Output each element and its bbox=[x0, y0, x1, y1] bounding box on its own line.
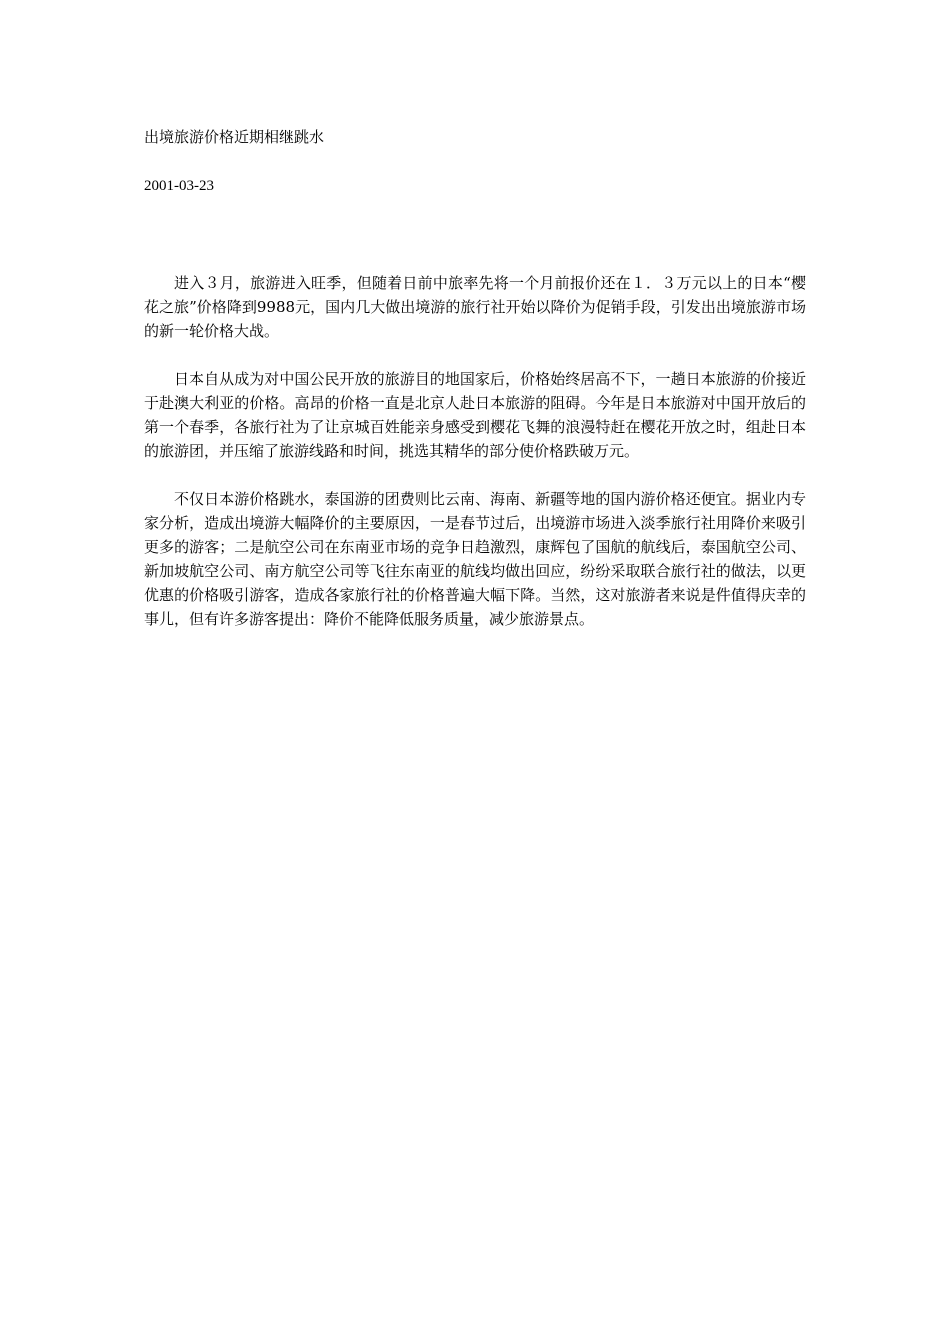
article-paragraph: 进入３月，旅游进入旺季，但随着日前中旅率先将一个月前报价还在１．３万元以上的日本“樱花之旅”价格降到9988元，国内几大做出境游的旅行社开始以降价为促销手段，引发出出境旅游市场的新一轮价格大战。 bbox=[144, 274, 806, 340]
article-date: 2001-03-23 bbox=[144, 178, 214, 194]
article-paragraph: 日本自从成为对中国公民开放的旅游目的地国家后，价格始终居高不下，一趟日本旅游的价接近于赴澳大利亚的价格。高昂的价格一直是北京人赴日本旅游的阻碍。今年是日本旅游对中国开放后的第一个春季，各旅行社为了让京城百姓能亲身感受到樱花飞舞的浪漫特赶在樱花开放之时，组赴日本的旅游团，并压缩了旅游线路和时间，挑选其精华的部分使价格跌破万元。 bbox=[144, 370, 806, 460]
article-paragraph: 不仅日本游价格跳水，泰国游的团费则比云南、海南、新疆等地的国内游价格还便宜。据业内专家分析，造成出境游大幅降价的主要原因，一是春节过后，出境游市场进入淡季旅行社用降价来吸引更多的游客；二是航空公司在东南亚市场的竞争日趋激烈，康辉包了国航的航线后，泰国航空公司、新加坡航空公司、南方航空公司等飞往东南亚的航线均做出回应，纷纷采取联合旅行社的做法，以更优惠的价格吸引游客，造成各家旅行社的价格普遍大幅下降。当然，这对旅游者来说是件值得庆幸的事儿，但有许多游客提出：降价不能降低服务质量，减少旅游景点。 bbox=[144, 490, 806, 628]
article-title: 出境旅游价格近期相继跳水 bbox=[144, 128, 325, 146]
article-body bbox=[144, 271, 806, 655]
